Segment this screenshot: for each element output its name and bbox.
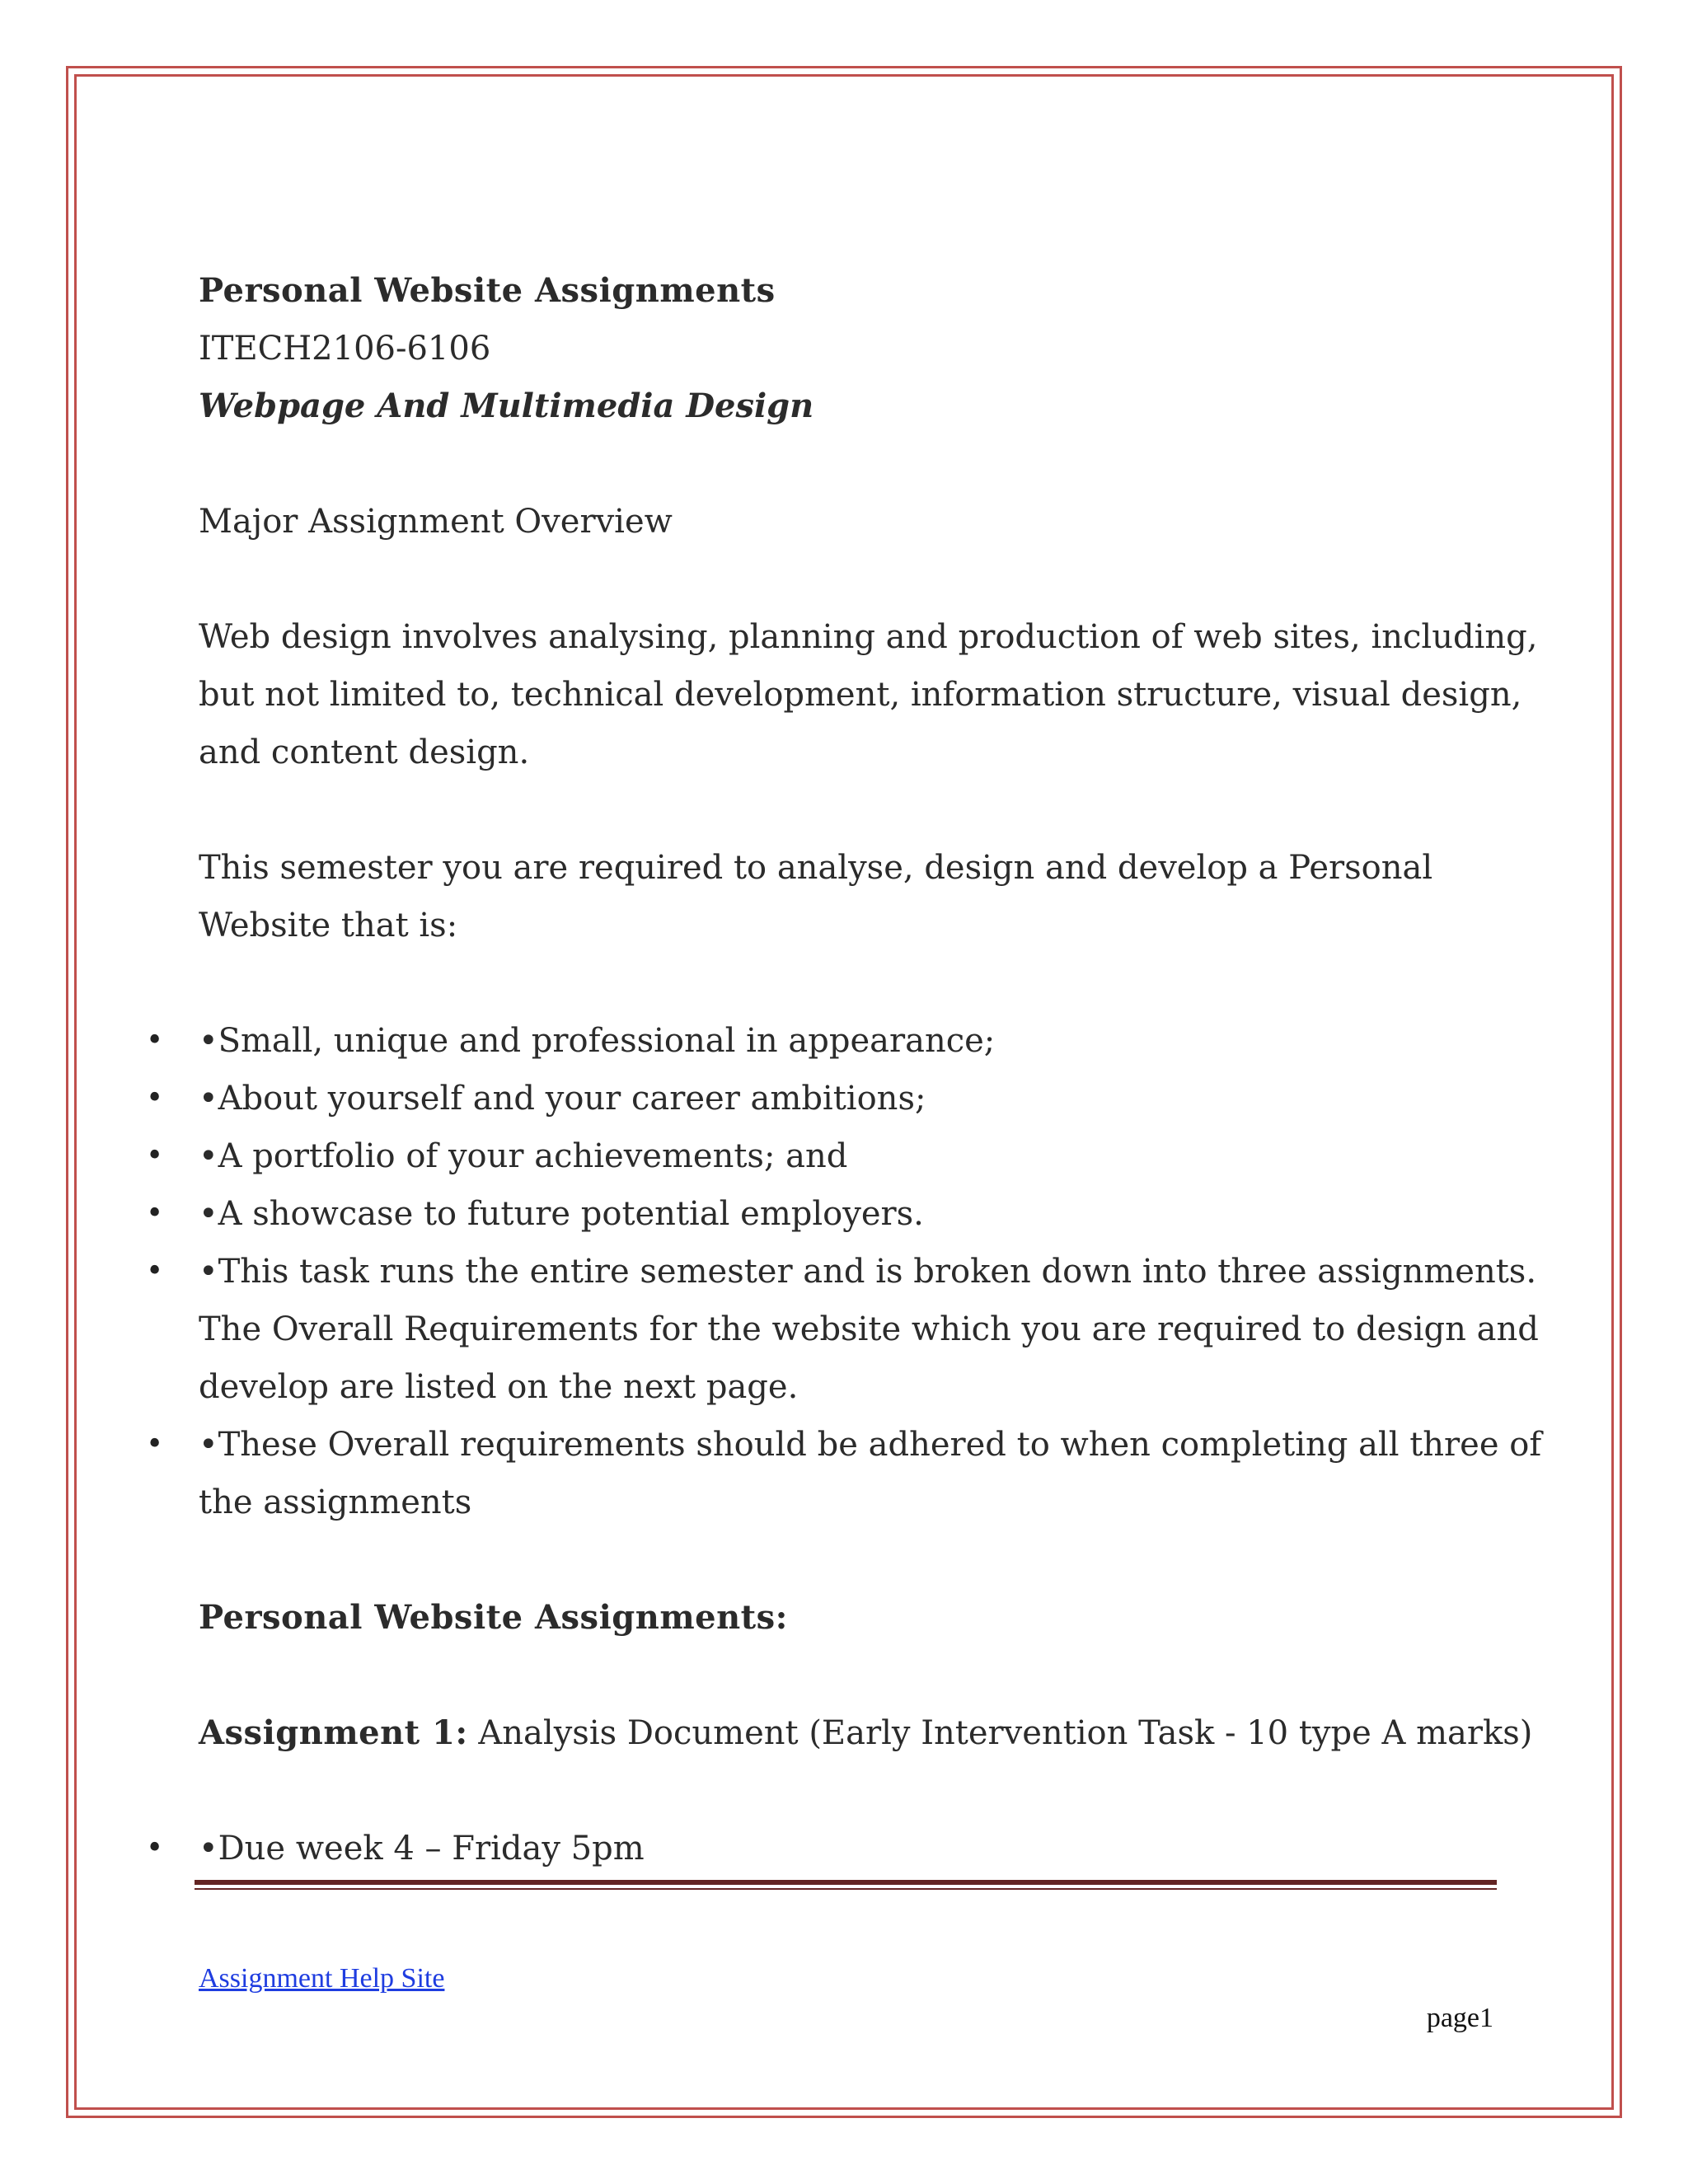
bullet-text-3: •A portfolio of your achievements; and [199, 1137, 848, 1175]
assignments-heading: Personal Website Assignments: [199, 1598, 788, 1637]
list-bullet: • [146, 1081, 164, 1115]
assignment-help-link[interactable]: Assignment Help Site [199, 1963, 445, 1994]
due-date-text: •Due week 4 – Friday 5pm [199, 1830, 645, 1868]
requirement-line-1: This semester you are required to analyse, design and develop a Personal [199, 849, 1433, 887]
intro-line-2: but not limited to, technical development, information structure, visual design, [199, 676, 1522, 714]
bullet-text-5b: The Overall Requirements for the website which you are required to design and [199, 1310, 1539, 1348]
document-title: Personal Website Assignments [199, 271, 776, 310]
assignment-1-label: Assignment 1: [199, 1713, 468, 1752]
footer-divider-thin [195, 1888, 1497, 1890]
list-bullet: • [146, 1197, 164, 1230]
list-bullet: • [146, 1139, 164, 1173]
bullet-text-4: •A showcase to future potential employers. [199, 1195, 924, 1233]
page-number: page1 [1426, 2003, 1493, 2033]
bullet-text-6a: •These Overall requirements should be adhered to when completing all three of [199, 1426, 1542, 1464]
assignment-1-text: Analysis Document (Early Intervention Task - 10 type A marks) [467, 1714, 1533, 1752]
bullet-text-2: •About yourself and your career ambitions; [199, 1080, 926, 1118]
bullet-text-5a: •This task runs the entire semester and is broken down into three assignments. [199, 1253, 1537, 1291]
bullet-text-1: •Small, unique and professional in appearance; [199, 1022, 996, 1060]
intro-line-3: and content design. [199, 733, 530, 771]
requirement-line-2: Website that is: [199, 907, 458, 944]
overview-heading: Major Assignment Overview [199, 503, 673, 541]
assignment-1-line [199, 1713, 1532, 1754]
bullet-text-5c: develop are listed on the next page. [199, 1368, 799, 1406]
bullet-text-6b: the assignments [199, 1483, 472, 1521]
intro-line-1: Web design involves analysing, planning and production of web sites, including, [199, 618, 1538, 656]
course-subtitle: Webpage And Multimedia Design [199, 387, 814, 425]
list-bullet: • [146, 1831, 164, 1865]
course-code: ITECH2106-6106 [199, 330, 491, 368]
list-bullet: • [146, 1427, 164, 1461]
list-bullet: • [146, 1254, 164, 1288]
list-bullet: • [146, 1024, 164, 1057]
footer-divider [195, 1880, 1497, 1885]
